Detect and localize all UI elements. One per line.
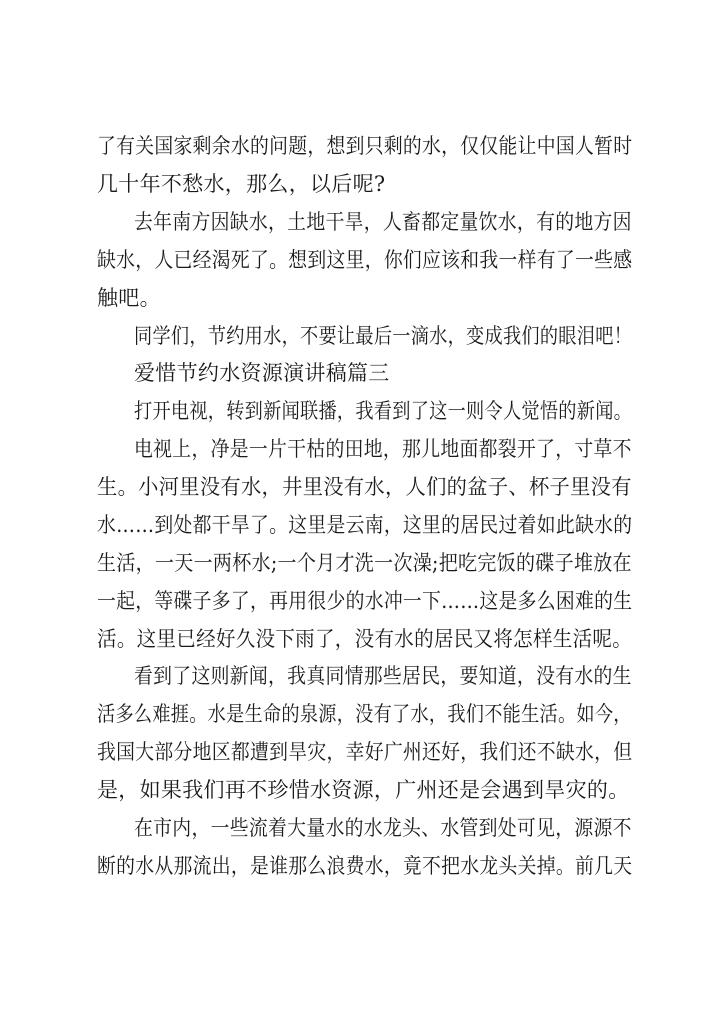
text-line: 是，如果我们再不珍惜水资源，广州还是会遇到旱灾的。: [97, 778, 630, 802]
text-line: 触吧。: [97, 286, 161, 310]
text-line: 水……到处都干旱了。这里是云南，这里的居民过着如此缺水的: [97, 513, 633, 537]
text-line: 活。这里已经好久没下雨了，没有水的居民又将怎样生活呢。: [97, 627, 633, 651]
paragraph-start-line: 去年南方因缺水，土地干旱，人畜都定量饮水，有的地方因: [134, 210, 632, 234]
paragraph-start-line: 电视上，净是一片干枯的田地，那儿地面都裂开了，寸草不: [134, 437, 632, 461]
text-line: 生活，一天一两杯水;一个月才洗一次澡;把吃完饭的碟子堆放在: [97, 551, 632, 575]
paragraph-start-line: 同学们，节约用水，不要让最后一滴水，变成我们的眼泪吧！: [134, 324, 633, 348]
text-line: 断的水从那流出，是谁那么浪费水，竟不把水龙头关掉。前几天: [97, 854, 633, 878]
text-line: 我国大部分地区都遭到旱灾，幸好广州还好，我们还不缺水，但: [97, 740, 633, 764]
text-line: 一起，等碟子多了，再用很少的水冲一下……这是多么困难的生: [97, 589, 633, 613]
paragraph-start-line: 看到了这则新闻，我真同情那些居民，要知道，没有水的生: [134, 664, 632, 688]
text-line: 几十年不愁水，那么，以后呢?: [97, 172, 386, 196]
section-heading: 爱惜节约水资源演讲稿篇三: [134, 361, 390, 385]
paragraph-start-line: 在市内，一些流着大量水的水龙头、水管到处可见，源源不: [134, 816, 632, 840]
paragraph-start-line: 打开电视，转到新闻联播，我看到了这一则令人觉悟的新闻。: [134, 399, 633, 423]
text-line: 缺水，人已经渴死了。想到这里，你们应该和我一样有了一些感: [97, 248, 633, 272]
text-line: 生。小河里没有水，井里没有水，人们的盆子、杯子里没有: [97, 475, 632, 499]
text-line: 了有关国家剩余水的问题，想到只剩的水，仅仅能让中国人暂时: [97, 134, 633, 158]
text-line: 活多么难捱。水是生命的泉源，没有了水，我们不能生活。如今，: [97, 702, 632, 726]
